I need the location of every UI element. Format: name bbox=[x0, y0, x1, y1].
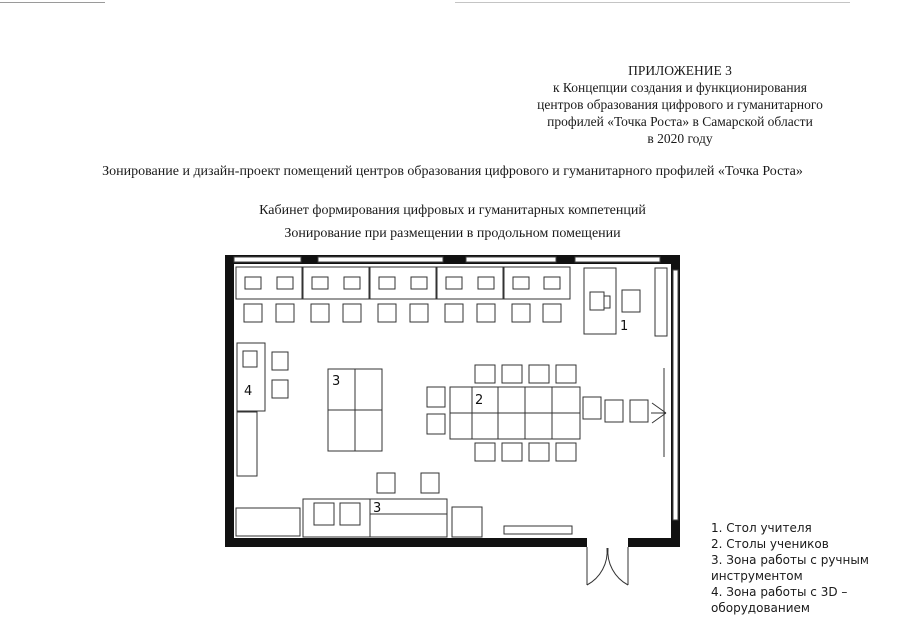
appendix-title: ПРИЛОЖЕНИЕ 3 bbox=[628, 63, 732, 78]
door bbox=[587, 547, 628, 585]
zone-label-2: 2 bbox=[475, 393, 484, 408]
legend-item-4: 4. Зона работы с 3D – bbox=[711, 585, 848, 599]
legend-item-3: 3. Зона работы с ручным bbox=[711, 553, 869, 567]
right-window bbox=[673, 270, 678, 520]
zone-label-1: 1 bbox=[620, 319, 629, 334]
zone-label-3-bottom: 3 bbox=[373, 501, 382, 516]
plan-legend bbox=[711, 520, 869, 616]
room-title: Кабинет формирования цифровых и гуманитарных компетенций bbox=[259, 203, 646, 218]
appendix-line-4: в 2020 году bbox=[647, 131, 713, 146]
projector-board bbox=[651, 368, 666, 457]
legend-item-4-cont: оборудованием bbox=[711, 601, 810, 615]
zone-label-3-center: 3 bbox=[332, 374, 341, 389]
computer-desks bbox=[236, 267, 570, 299]
legend-item-1: 1. Стол учителя bbox=[711, 521, 812, 535]
legend-item-3-cont: инструментом bbox=[711, 569, 803, 583]
monitors bbox=[245, 277, 560, 289]
appendix-line-3: профилей «Точка Роста» в Самарской области bbox=[547, 114, 813, 129]
legend-item-2: 2. Столы учеников bbox=[711, 537, 829, 551]
appendix-line-1: к Концепции создания и функционирования bbox=[553, 80, 807, 95]
student-tables bbox=[450, 387, 580, 439]
document-title: Зонирование и дизайн-проект помещений центров образования цифрового и гуманитарного профилей «Точка Роста» bbox=[102, 164, 803, 179]
zoning-subtitle: Зонирование при размещении в продольном помещении bbox=[284, 226, 621, 241]
appendix-line-2: центров образования цифрового и гуманитарного bbox=[537, 97, 823, 112]
bottom-workbenches bbox=[236, 473, 572, 537]
zone-label-4: 4 bbox=[244, 384, 253, 399]
desk-chairs bbox=[244, 304, 561, 322]
printing-zone bbox=[237, 343, 288, 476]
